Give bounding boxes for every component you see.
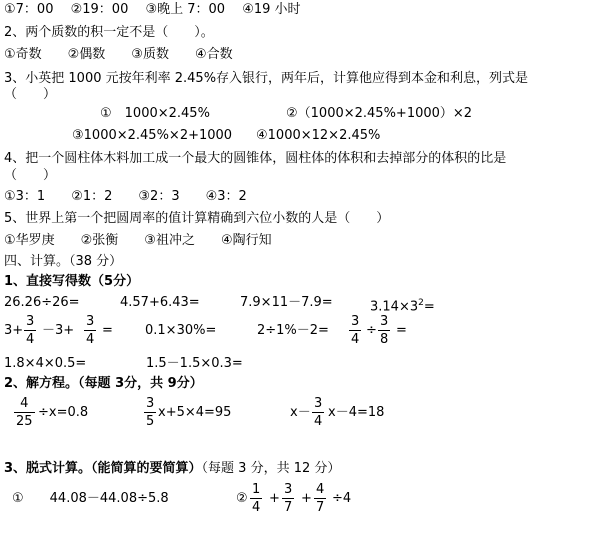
fraction: [312, 396, 324, 429]
q5-options: ①华罗庚 ②张衡 ③祖冲之 ④陶行知: [4, 233, 272, 248]
calc-1d-base: 3.14×3: [370, 299, 419, 315]
q4-options: ①3：1 ②1：2 ③2：3 ④3：2: [4, 189, 247, 204]
numerator: 1: [252, 482, 261, 497]
expression-2-prefix: ②: [236, 491, 248, 506]
fraction: [349, 314, 361, 347]
q1-options: ①7：00 ②19：00 ③晚上 7：00 ④19 小时: [4, 2, 301, 17]
part2-title: 2、解方程。（每题 3分，共 9分）: [4, 376, 203, 391]
numerator: 3: [146, 396, 155, 411]
calc-2b: 0.1×30%=: [145, 323, 217, 338]
calc-2d-operator: ÷: [366, 323, 377, 338]
q3-stem: 3、小英把 1000 元按年利率 2.45%存入银行，两年后，计算他应得到本金和利息，列式是: [4, 71, 529, 86]
calc-1d-equals: =: [423, 299, 435, 315]
numerator: 3: [351, 314, 360, 329]
equation-3-prefix: x－: [290, 405, 311, 420]
fraction: [144, 396, 156, 429]
calc-2c: 2÷1%－2=: [257, 323, 329, 338]
q3-paren: （ ）: [4, 87, 57, 102]
numerator: 3: [314, 396, 323, 411]
q4-stem: 4、把一个圆柱体木料加工成一个最大的圆锥体，圆柱体的体积和去掉部分的体积的比是: [4, 151, 507, 166]
numerator: 4: [316, 482, 325, 497]
section4-title: 四、计算。（38 分）: [4, 254, 123, 269]
denominator: 7: [284, 500, 293, 515]
q5-stem: 5、世界上第一个把圆周率的值计算精确到六位小数的人是（ ）: [4, 211, 390, 226]
numerator: 3: [86, 314, 95, 329]
fraction: [378, 314, 390, 347]
calc-1b: 4.57+6.43=: [120, 295, 200, 310]
denominator: 4: [314, 414, 323, 429]
q4-paren: （ ）: [4, 168, 57, 183]
calc-1d: [370, 295, 435, 315]
q3-option-4: ④1000×12×2.45%: [256, 128, 381, 143]
calc-3b: 1.5－1.5×0.3=: [146, 356, 243, 371]
denominator: 7: [316, 500, 325, 515]
part3-title: [4, 461, 340, 477]
expression-1: ① 44.08－44.08÷5.8: [12, 491, 169, 506]
equation-1-rest: ÷x=0.8: [38, 405, 89, 420]
q2-stem: 2、两个质数的积一定不是（ ）。: [4, 25, 214, 40]
fraction: [24, 314, 36, 347]
fraction: [314, 482, 326, 515]
expression-2-plus-1: +: [269, 491, 280, 506]
numerator: 3: [26, 314, 35, 329]
expression-2-plus-2: +: [301, 491, 312, 506]
calc-3a: 1.8×4×0.5=: [4, 356, 87, 371]
denominator: 8: [380, 332, 389, 347]
calc-2a-prefix: 3+: [4, 323, 24, 338]
fraction: [282, 482, 294, 515]
calc-2a-middle: －3+: [42, 323, 75, 338]
q3-option-1: ① 1000×2.45%: [100, 106, 210, 121]
q3-option-3: ③1000×2.45%×2+1000: [72, 128, 233, 143]
part1-title: 1、直接写得数（5分）: [4, 274, 140, 289]
equation-2-rest: x+5×4=95: [158, 405, 232, 420]
calc-1a: 26.26÷26=: [4, 295, 80, 310]
part3-title-main: 3、脱式计算。（能简算的要简算）: [4, 461, 202, 476]
denominator: 5: [146, 414, 155, 429]
q3-option-2: ②（1000×2.45%+1000）×2: [286, 106, 473, 121]
numerator: 3: [284, 482, 293, 497]
denominator: 4: [86, 332, 95, 347]
fraction: [250, 482, 262, 515]
fraction: [14, 396, 35, 429]
denominator: 4: [26, 332, 35, 347]
calc-1c: 7.9×11－7.9=: [240, 295, 333, 310]
calc-2d-equals: =: [396, 323, 407, 338]
expression-2-end: ÷4: [332, 491, 352, 506]
equation-3-rest: x－4=18: [328, 405, 385, 420]
numerator: 3: [380, 314, 389, 329]
denominator: 4: [252, 500, 261, 515]
denominator: 25: [16, 414, 33, 429]
calc-1d-exponent: 2: [418, 298, 424, 308]
q2-options: ①奇数 ②偶数 ③质数 ④合数: [4, 47, 233, 62]
calc-2a-equals: =: [102, 323, 113, 338]
numerator: 4: [20, 396, 29, 411]
fraction: [84, 314, 96, 347]
part3-title-suffix: （每题 3 分，共 12 分）: [201, 461, 341, 476]
denominator: 4: [351, 332, 360, 347]
